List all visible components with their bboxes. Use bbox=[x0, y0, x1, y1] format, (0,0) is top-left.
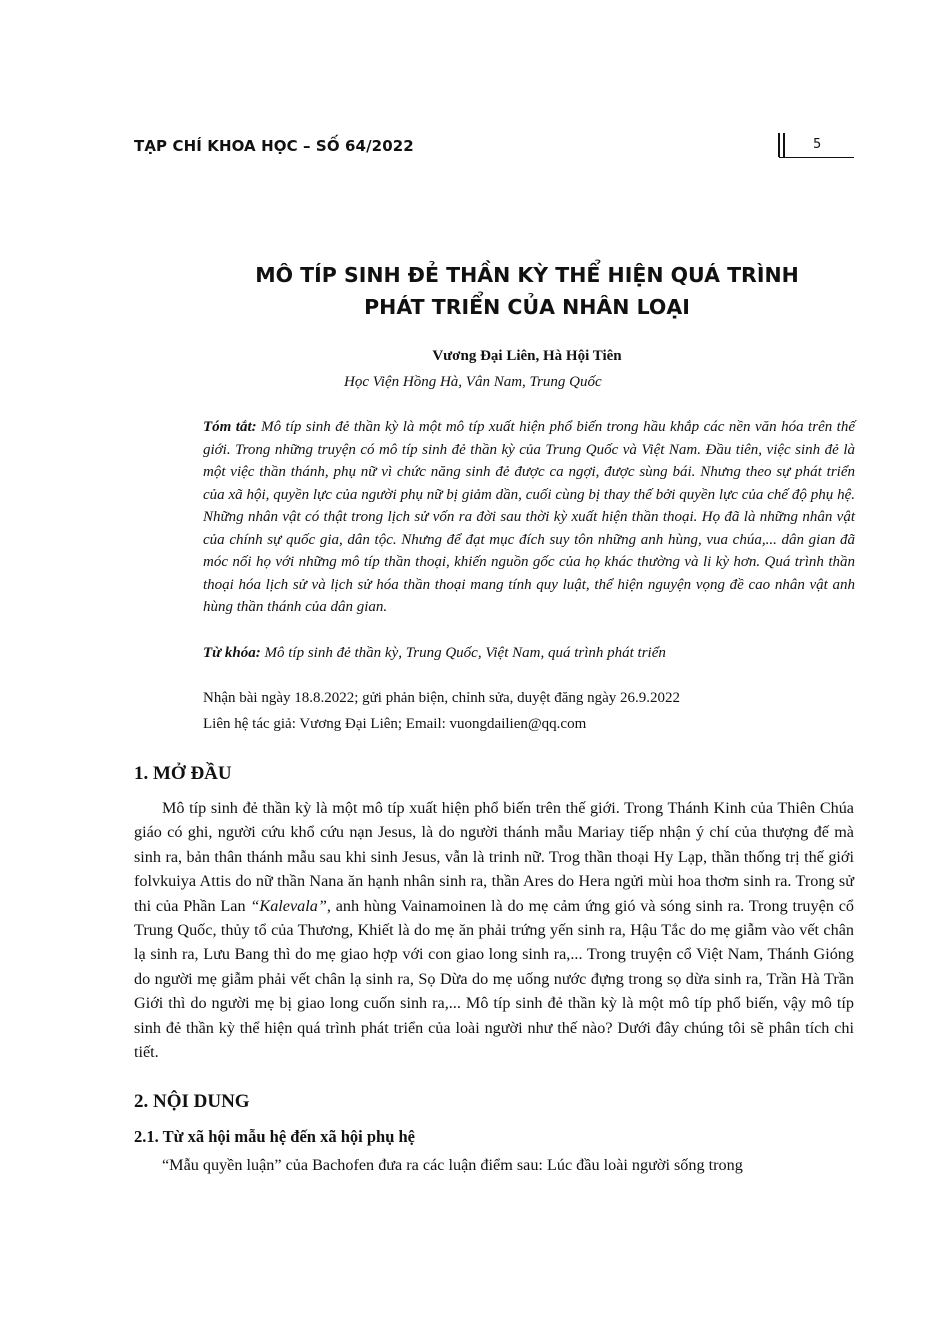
header-bar bbox=[778, 133, 780, 157]
title-line-2: PHÁT TRIỂN CỦA NHÂN LOẠI bbox=[364, 295, 690, 319]
intro-text-a: Mô típ sinh đẻ thần kỳ là một mô típ xuất hiện phổ biến trên thế giới. Trong Thánh Kinh của Thiên Chúa giáo có ghi, người cứu khổ cứu nạn Jesus, là do người thánh mẫu Mariay tiếp nhận ý chí của thượng đế mà sinh ra, bản thân thánh mẫu sau khi sinh Jesus, vẫn là trinh nữ. Trog thần thoại Hy Lạp, thần thống trị thế giới folvkuiya Attis do nữ thần Nana ăn hạnh nhân sinh ra, thần Ares do Hera ngửi mùi hoa thơm sinh ra. Trong sử thi của Phần Lan bbox=[134, 799, 854, 915]
journal-name: TẠP CHÍ KHOA HỌC – SỐ 64/2022 bbox=[134, 137, 414, 155]
keywords bbox=[203, 645, 855, 662]
affiliation: Học Viện Hồng Hà, Vân Nam, Trung Quốc bbox=[344, 374, 602, 390]
page-number: 5 bbox=[813, 137, 822, 152]
intro-paragraph bbox=[134, 796, 854, 1064]
abstract-label: Tóm tắt: bbox=[203, 419, 257, 435]
authors: Vương Đại Liên, Hà Hội Tiên bbox=[432, 348, 622, 364]
subsection-heading: 2.1. Từ xã hội mẫu hệ đến xã hội phụ hệ bbox=[134, 1127, 416, 1146]
keywords-label: Từ khóa: bbox=[203, 645, 261, 661]
content-paragraph: “Mẫu quyền luận” của Bachofen đưa ra các luận điểm sau: Lúc đầu loài người sống trong bbox=[162, 1156, 743, 1174]
running-header bbox=[134, 133, 854, 161]
header-rule bbox=[779, 157, 854, 158]
title-line-1: MÔ TÍP SINH ĐẺ THẦN KỲ THỂ HIỆN QUÁ TRÌNH bbox=[255, 263, 799, 287]
abstract bbox=[203, 416, 855, 619]
intro-kalevala: “Kalevala” bbox=[250, 896, 327, 915]
section-heading-content: 2. NỘI DUNG bbox=[134, 1091, 250, 1112]
header-bar bbox=[783, 133, 785, 157]
abstract-text: Mô típ sinh đẻ thần kỳ là một mô típ xuất hiện phổ biến trong hầu khắp các nền văn hóa trên thế giới. Trong những truyện có mô típ sinh đẻ thần kỳ của Trung Quốc và Việt Nam. Đầu tiên, việc sinh đẻ là một việc thần thánh, phụ nữ vì chức năng sinh đẻ được ca ngợi, được sùng bái. Nhưng theo sự phát triển của xã hội, quyền lực của người phụ nữ bị giảm dần, cuối cùng bị thay thế bởi quyền lực của chế độ phụ hệ. Những nhân vật có thật trong lịch sử vốn ra đời sau thời kỳ xuất hiện thần thoại. Họ đã là những nhân vật của chính sự quốc gia, dân tộc. Nhưng để đạt mục đích suy tôn những anh hùng, vua chúa,... dân gian đã móc nối họ với những mô típ thần thoại, khiến nguồn gốc của họ khác thường và li kỳ hơn. Quá trình thần thoại hóa lịch sử và lịch sử hóa thần thoại mang tính quy luật, thể hiện nguyện vọng đề cao nhân vật anh hùng thần thánh của dân gian. bbox=[203, 419, 855, 615]
keywords-text: Mô típ sinh đẻ thần kỳ, Trung Quốc, Việt Nam, quá trình phát triển bbox=[260, 645, 666, 661]
intro-text-b: , anh hùng Vainamoinen là do mẹ cảm ứng gió và sóng sinh ra. Trong truyện cổ Trung Quốc, thủy tổ của Thương, Khiết là do mẹ ăn phải trứng yến sinh ra, Hậu Tắc do mẹ giẫm vào vết chân lạ sinh ra, Lưu Bang thì do mẹ giao hợp với con giao long sinh ra,... Trong truyện cổ Việt Nam, Thánh Gióng do người mẹ giẫm phải vết chân lạ sinh ra, Sọ Dừa do mẹ uống nước đựng trong sọ dừa sinh ra, Trần Hà Trần Giới thì do người mẹ bị giao long cuốn sinh ra,... Mô típ sinh đẻ thần kỳ là một mô típ phổ biến, vậy mô típ sinh đẻ thần kỳ thể hiện quá trình phát triển của loài người như thế nào? Dưới đây chúng tôi sẽ phân tích chi tiết. bbox=[134, 896, 854, 1062]
section-heading-intro: 1. MỞ ĐẦU bbox=[134, 763, 232, 784]
paper-title bbox=[134, 259, 920, 323]
received-dates: Nhận bài ngày 18.8.2022; gửi phản biện, chỉnh sửa, duyệt đăng ngày 26.9.2022 bbox=[203, 690, 681, 706]
author-contact: Liên hệ tác giả: Vương Đại Liên; Email: vuongdailien@qq.com bbox=[203, 716, 587, 732]
